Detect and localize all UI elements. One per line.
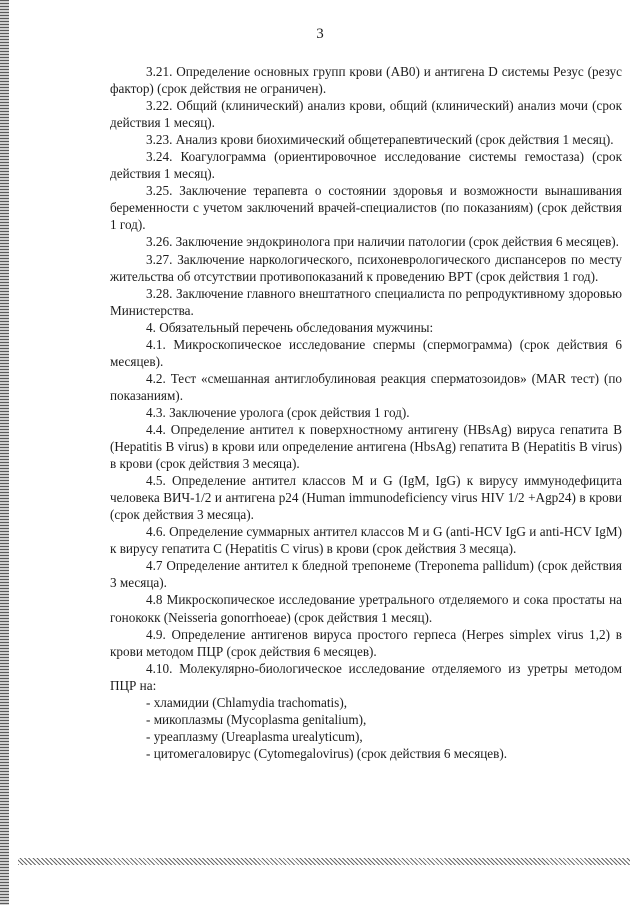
paragraph-4-6: 4.6. Определение суммарных антител классов М и G (anti-HCV IgG и anti-HCV IgM) к вирусу гепатита С (Hepatitis С virus) в крови (срок действия 3 месяца). xyxy=(110,524,622,557)
paragraph-4-9: 4.9. Определение антигенов вируса простого герпеса (Herpes simplex virus 1,2) в крови методом ПЦР (срок действия 6 месяцев). xyxy=(110,626,622,659)
paragraph-3-27: 3.27. Заключение наркологического, психоневрологического диспансеров по месту жительства об отсутствии противопоказаний к проведению ВРТ (срок действия 1 год). xyxy=(110,251,622,284)
paragraph-4-5: 4.5. Определение антител классов М и G (IgM, IgG) к вирусу иммунодефицита человека ВИЧ-1/2 и антигена р24 (Human immunodeficiency virus HIV 1/2 +Agp24) в крови (срок действия 3 месяца). xyxy=(110,473,622,523)
paragraph-4-10: 4.10. Молекулярно-биологическое исследование отделяемого из уретры методом ПЦР на: xyxy=(110,660,622,693)
section-4-heading: 4. Обязательный перечень обследования мужчины: xyxy=(146,319,434,335)
paragraph-4-3: 4.3. Заключение уролога (срок действия 1 год). xyxy=(146,404,410,420)
list-item: - хламидии (Chlamydia trachomatis), xyxy=(146,694,348,710)
paragraph-4-7: 4.7 Определение антител к бледной трепонеме (Treponema pallidum) (срок действия 3 месяца). xyxy=(110,558,622,591)
paragraph-3-25: 3.25. Заключение терапевта о состоянии здоровья и возможности вынашивания беременности с учетом заключений врачей-специалистов (по показаниям) (срок действия 1 год). xyxy=(110,183,622,233)
paragraph-4-2: 4.2. Тест «смешанная антиглобулиновая реакция сперматозоидов» (MAR тест) (по показаниям). xyxy=(110,370,622,403)
document-body xyxy=(110,63,622,762)
paragraph-3-22: 3.22. Общий (клинический) анализ крови, общий (клинический) анализ мочи (срок действия 1 месяц). xyxy=(110,98,622,131)
paragraph-3-24: 3.24. Коагулограмма (ориентировочное исследование системы гемостаза) (срок действия 1 месяц). xyxy=(110,149,622,182)
scan-left-edge xyxy=(0,0,9,905)
paragraph-3-23: 3.23. Анализ крови биохимический общетерапевтический (срок действия 1 месяц). xyxy=(146,132,614,148)
list-item: - цитомегаловирус (Cytomegalovirus) (срок действия 6 месяцев). xyxy=(146,745,508,761)
scan-bottom-edge xyxy=(18,858,630,865)
page-number: 3 xyxy=(316,26,324,42)
paragraph-4-8: 4.8 Микроскопическое исследование уретрального отделяемого и сока простаты на гонококк (Neisseria gonorrhoeae) (срок действия 1 месяц). xyxy=(110,592,622,625)
paragraph-4-4: 4.4. Определение антител к поверхностному антигену (HBsAg) вируса гепатита В (Hepatitis В virus) в крови или определение антигена (HbsAg) гепатита В (Hepatitis В virus) в крови (срок действия 3 месяца). xyxy=(110,421,622,472)
paragraph-3-21: 3.21. Определение основных групп крови (АВ0) и антигена D системы Резус (резус фактор) (срок действия не ограничен). xyxy=(110,64,622,97)
paragraph-4-1: 4.1. Микроскопическое исследование спермы (спермограмма) (срок действия 6 месяцев). xyxy=(110,336,622,369)
paragraph-3-26: 3.26. Заключение эндокринолога при наличии патологии (срок действия 6 месяцев). xyxy=(146,234,619,250)
paragraph-3-28: 3.28. Заключение главного внештатного специалиста по репродуктивному здоровью Министерства. xyxy=(110,285,622,318)
list-item: - микоплазмы (Mycoplasma genitalium), xyxy=(146,711,367,727)
list-item: - уреаплазму (Ureaplasma urealyticum), xyxy=(146,728,363,744)
